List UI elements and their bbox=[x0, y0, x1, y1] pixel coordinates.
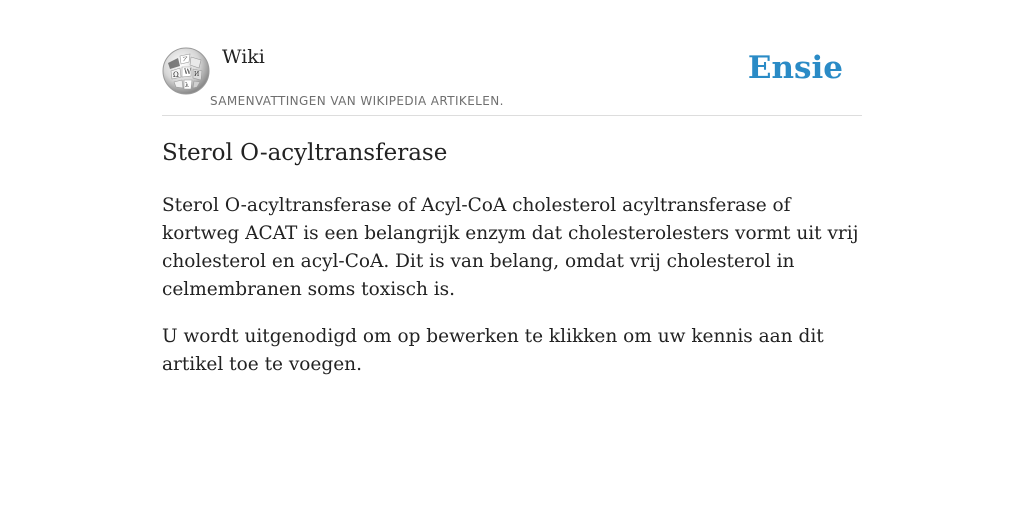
page-title: Sterol O-acyltransferase bbox=[162, 140, 448, 166]
svg-text:W: W bbox=[184, 68, 192, 76]
site-name[interactable]: Wiki bbox=[222, 46, 265, 68]
article-paragraph: U wordt uitgenodigd om op bewerken te klikken om uw kennis aan dit artikel toe te voegen. bbox=[162, 326, 824, 375]
site-header bbox=[162, 40, 862, 116]
svg-text:И: И bbox=[194, 71, 200, 78]
article-paragraph: Sterol O-acyltransferase of Acyl-CoA cholesterol acyltransferase of kortweg ACAT is een belangrijk enzym dat cholesterolesters vormt uit vrij cholesterol en acyl-CoA. Dit is van belang, omdat vrij cholesterol in celmembranen soms toxisch is. bbox=[162, 195, 859, 300]
wikipedia-globe-icon[interactable] bbox=[162, 47, 210, 95]
article-body bbox=[162, 192, 866, 398]
ensie-brand-link[interactable]: Ensie bbox=[747, 50, 843, 86]
svg-text:Ω: Ω bbox=[173, 71, 179, 79]
svg-text:λ: λ bbox=[185, 82, 189, 89]
site-tagline: SAMENVATTINGEN VAN WIKIPEDIA ARTIKELEN. bbox=[210, 94, 504, 108]
svg-text:ア: ア bbox=[182, 56, 189, 63]
